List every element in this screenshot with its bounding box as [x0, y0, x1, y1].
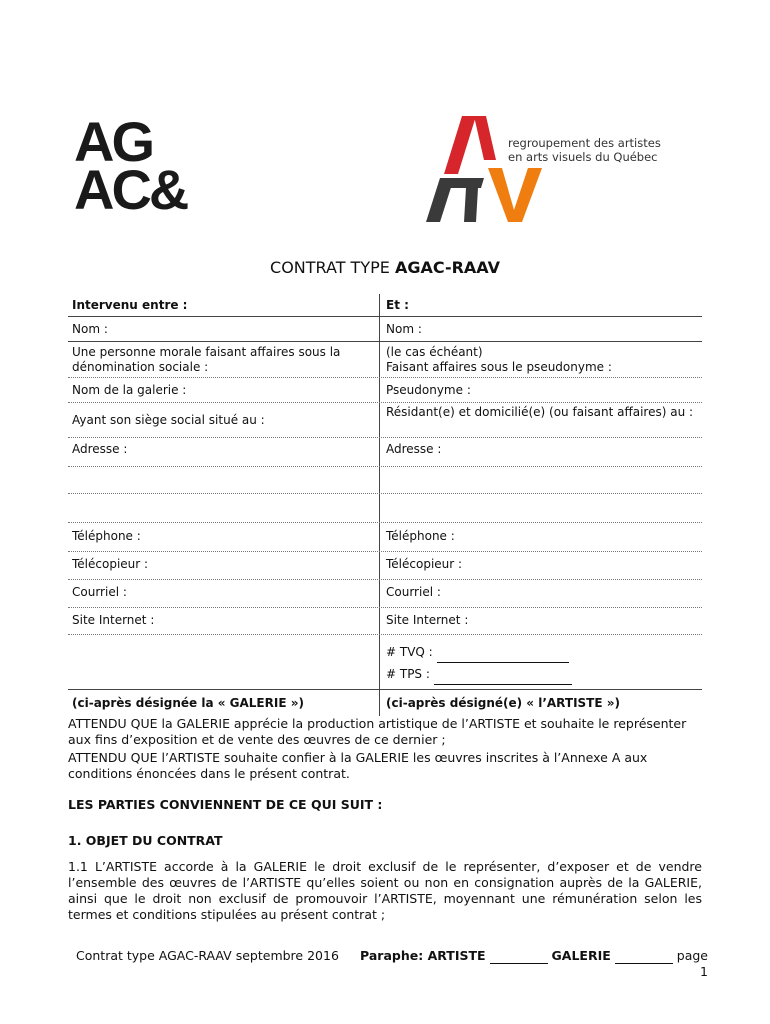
- right-cell: [380, 467, 702, 493]
- left-footer: (ci-après désignée la « GALERIE »): [68, 690, 380, 716]
- right-cell: (le cas échéant) Faisant affaires sous le pseudonyme :: [386, 345, 612, 374]
- right-cell: Télécopieur :: [386, 557, 463, 571]
- right-header: Et :: [386, 298, 409, 312]
- left-cell-empty: [68, 635, 380, 689]
- galerie-initials-field[interactable]: [615, 951, 673, 964]
- right-cell: Pseudonyme :: [386, 383, 471, 397]
- table-row: [68, 608, 702, 635]
- table-footer-row: [68, 690, 702, 716]
- left-cell: Nom :: [68, 317, 380, 341]
- table-row: [68, 523, 702, 552]
- section-1-heading: 1. OBJET DU CONTRAT: [68, 833, 223, 848]
- left-header: Intervenu entre :: [68, 294, 380, 316]
- right-cell: Adresse :: [386, 442, 442, 456]
- left-cell: [68, 467, 380, 493]
- tvq-label: # TVQ :: [386, 645, 437, 659]
- table-row: [68, 317, 702, 342]
- attendu-1: ATTENDU QUE la GALERIE apprécie la production artistique de l’ARTISTE et souhaite le représenter aux fins d’exposition et de vente des œuvres de ce dernier ;: [68, 716, 687, 747]
- left-cell: Site Internet :: [68, 608, 380, 634]
- right-footer: (ci-après désigné(e) « l’ARTISTE »): [386, 696, 620, 710]
- table-row: [68, 494, 702, 523]
- table-row-tax: [68, 635, 702, 690]
- right-cell: Téléphone :: [386, 529, 455, 543]
- raav-logo-mark-icon: [422, 112, 552, 224]
- right-cell: Site Internet :: [386, 613, 469, 627]
- section-1-text: 1.1 L’ARTISTE accorde à la GALERIE le droit exclusif de le représenter, d’exposer et de vendre l’ensemble des œuvres de l’ARTISTE qu’elles soient ou non en consignation auprès de la GALERIE, ainsi que le droit non exclusif de promouvoir l’ARTISTE, moyennant une rémunération selon les termes et conditions stipulées au présent contrat ;: [68, 859, 702, 922]
- tps-label: # TPS :: [386, 667, 434, 681]
- raav-tagline-line2: en arts visuels du Québec: [508, 150, 658, 164]
- left-cell: Télécopieur :: [68, 552, 380, 579]
- tps-line: [386, 663, 698, 685]
- paraphe-galerie: GALERIE: [551, 948, 611, 963]
- footer-left: Contrat type AGAC-RAAV septembre 2016: [76, 948, 339, 963]
- agac-logo-line2-text: AC&: [74, 158, 187, 221]
- left-cell: Nom de la galerie :: [68, 378, 380, 402]
- page-number: 1: [700, 964, 708, 979]
- left-cell: Ayant son siège social situé au :: [68, 403, 380, 437]
- paraphe-artiste: Paraphe: ARTISTE: [360, 948, 486, 963]
- raav-logo: [422, 112, 672, 224]
- footer-right: [360, 948, 708, 980]
- document-title: [0, 258, 770, 277]
- raav-tagline-line1: regroupement des artistes: [508, 136, 661, 150]
- right-cell: Courriel :: [386, 585, 441, 599]
- table-row: [68, 342, 702, 378]
- table-row: [68, 552, 702, 580]
- title-bold: AGAC-RAAV: [394, 258, 500, 277]
- attendu-2: ATTENDU QUE l’ARTISTE souhaite confier à la GALERIE les œuvres inscrites à l’Annexe A aux conditions énoncées dans le présent contrat.: [68, 750, 648, 781]
- page-label: page: [676, 948, 708, 963]
- table-row: [68, 403, 702, 438]
- tvq-field[interactable]: [437, 650, 569, 663]
- right-cell: Résidant(e) et domicilié(e) (ou faisant affaires) au :: [386, 405, 694, 419]
- left-cell: [68, 494, 380, 522]
- table-row: [68, 467, 702, 494]
- right-cell: Nom :: [386, 322, 422, 336]
- title-prefix: CONTRAT TYPE: [270, 258, 395, 277]
- tvq-line: [386, 641, 698, 663]
- agac-logo: [74, 110, 204, 221]
- raav-tagline: [508, 136, 661, 164]
- tax-cell: [380, 635, 702, 689]
- agac-logo-line2: [74, 158, 204, 221]
- table-row: [68, 378, 702, 403]
- left-cell: Adresse :: [68, 438, 380, 466]
- tps-field[interactable]: [434, 672, 572, 685]
- right-cell: [380, 494, 702, 522]
- table-row: [68, 580, 702, 608]
- table-row: [68, 438, 702, 467]
- artiste-initials-field[interactable]: [490, 951, 548, 964]
- parties-heading: LES PARTIES CONVIENNENT DE CE QUI SUIT :: [68, 797, 383, 812]
- parties-table: [68, 294, 702, 716]
- left-cell: Une personne morale faisant affaires sous la dénomination sociale :: [68, 342, 380, 377]
- left-cell: Téléphone :: [68, 523, 380, 551]
- table-header-row: [68, 294, 702, 317]
- left-cell: Courriel :: [68, 580, 380, 607]
- agac-logo-line1: AG: [74, 110, 152, 173]
